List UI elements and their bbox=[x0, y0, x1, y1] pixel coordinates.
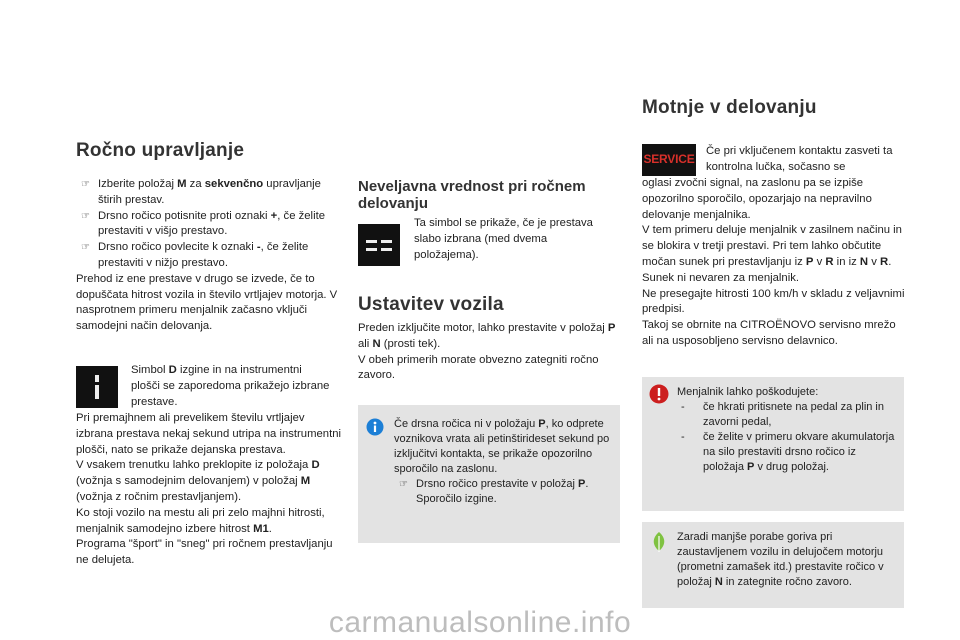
info-panel bbox=[358, 405, 620, 543]
manual-mode-indicator-icon bbox=[76, 366, 118, 408]
invalid-text: Ta simbol se prikaže, če je prestava slabo izbrana (med dvema položajema). bbox=[414, 217, 593, 261]
eco-panel bbox=[642, 522, 904, 608]
warning-text bbox=[677, 385, 899, 475]
leaf-icon bbox=[650, 531, 668, 553]
list-item: - če hkrati pritisnete na pedal za plin in zavorni pedal, bbox=[681, 401, 884, 428]
paragraph: Pri premajhnem ali prevelikem številu vrtljajev izbrana prestava nekaj sekund utripa na instrumentni plošči, nato se prikaže dejanska prestava. bbox=[76, 412, 342, 456]
faults-body bbox=[642, 176, 910, 350]
bullet-icon: ☞ bbox=[81, 210, 90, 222]
service-label: SERVICE bbox=[643, 152, 695, 166]
list-item: ☞ Izberite položaj M za sekvenčno upravljanje štirih prestav. bbox=[81, 178, 321, 206]
eco-text: Zaradi manjše porabe goriva pri zaustavljenem vozilu in delujočem motorju (prometni zamašek itd.) prestavite ročico v položaj N in zategnite ročno zavoro. bbox=[677, 531, 884, 588]
paragraph: Programa "šport" in "sneg" pri ročnem prestavljanju ne delujeta. bbox=[76, 538, 333, 567]
invalid-value-indicator-icon bbox=[358, 224, 400, 266]
section-title-invalid: Neveljavna vrednost pri ročnem delovanju bbox=[358, 178, 586, 212]
paragraph: Takoj se obrnite na CITROËNOVO servisno mrežo ali na usposobljeno servisno delavnico. bbox=[642, 319, 896, 347]
list-item: - če želite v primeru okvare akumulatorja na silo prestaviti drsno ročico iz položaja P v drug položaj. bbox=[681, 431, 895, 473]
paragraph: Preden izključite motor, lahko prestavite v položaj P ali N (prosti tek). bbox=[358, 322, 616, 350]
manual-bullets bbox=[76, 177, 342, 335]
list-item: ☞ Drsno ročico povlecite k oznaki -, če želite prestaviti v nižjo prestavo. bbox=[81, 241, 309, 269]
bullet-icon: ☞ bbox=[399, 479, 408, 490]
paragraph: V tem primeru deluje menjalnik v zasilnem načinu in se blokira v tretji prestavi. Pri tem lahko občutite močan sunek pri prestavljanju iz P v R in iz N v R. Sunek ni nevaren za menjalnik. bbox=[642, 224, 902, 284]
paragraph: V vsakem trenutku lahko preklopite iz položaja D (vožnja s samodejnim delovanjem) v položaj M (vožnja z ročnim prestavljanjem). bbox=[76, 459, 320, 503]
paragraph: V obeh primerih morate obvezno zategniti ročno zavoro. bbox=[358, 353, 599, 382]
paragraph: Ko stoji vozilo na mestu ali pri zelo majhni hitrosti, menjalnik samodejno izbere hitrost M1. bbox=[76, 506, 325, 535]
info-text bbox=[394, 417, 616, 507]
list-item: ☞ Drsno ročico potisnite proti oznaki +, če želite prestaviti v višjo prestavo. bbox=[81, 209, 326, 238]
bullet-icon: ☞ bbox=[81, 242, 90, 254]
watermark: carmanualsonline.info bbox=[328, 606, 632, 639]
manual-body bbox=[76, 411, 344, 569]
paragraph: oglasi zvočni signal, na zaslonu pa se izpiše opozorilno sporočilo, opozarjajo na nepravilno delovanje menjalnika. bbox=[642, 177, 872, 221]
faults-text-a: Če pri vključenem kontaktu zasveti ta kontrolna lučka, sočasno se bbox=[706, 145, 893, 173]
service-warning-icon bbox=[642, 144, 696, 176]
stop-text bbox=[358, 321, 616, 384]
paragraph: Prehod iz ene prestave v drugo se izvede, če to dopuščata hitrost vozila in število vrtljajev motorja. V nasprotnem primeru menjalnik začasno vključi samodejni način delovanja. bbox=[76, 272, 338, 333]
warning-panel bbox=[642, 377, 904, 511]
bullet-icon: ☞ bbox=[81, 179, 90, 190]
warning-icon bbox=[649, 384, 669, 404]
section-title-manual: Ročno upravljanje bbox=[76, 140, 245, 161]
section-title-faults: Motnje v delovanju bbox=[642, 97, 817, 118]
paragraph: Menjalnik lahko poškodujete: bbox=[677, 386, 819, 398]
info-icon bbox=[366, 418, 384, 436]
list-item: ☞ Drsno ročico prestavite v položaj P. Sporočilo izgine. bbox=[399, 478, 589, 505]
symbol-text: Simbol D izgine in na instrumentni plošči se zaporedoma prikažejo izbrane prestave. bbox=[131, 364, 330, 408]
paragraph: Ne presegajte hitrosti 100 km/h v skladu z veljavnimi predpisi. bbox=[642, 287, 905, 316]
section-title-stop: Ustavitev vozila bbox=[358, 294, 504, 315]
paragraph: Če drsna ročica ni v položaju P, ko odprete voznikova vrata ali petinštirideset sekund po izključitvi kontakta, se prikaže opozorilno sporočilo na zaslonu. bbox=[394, 418, 610, 475]
